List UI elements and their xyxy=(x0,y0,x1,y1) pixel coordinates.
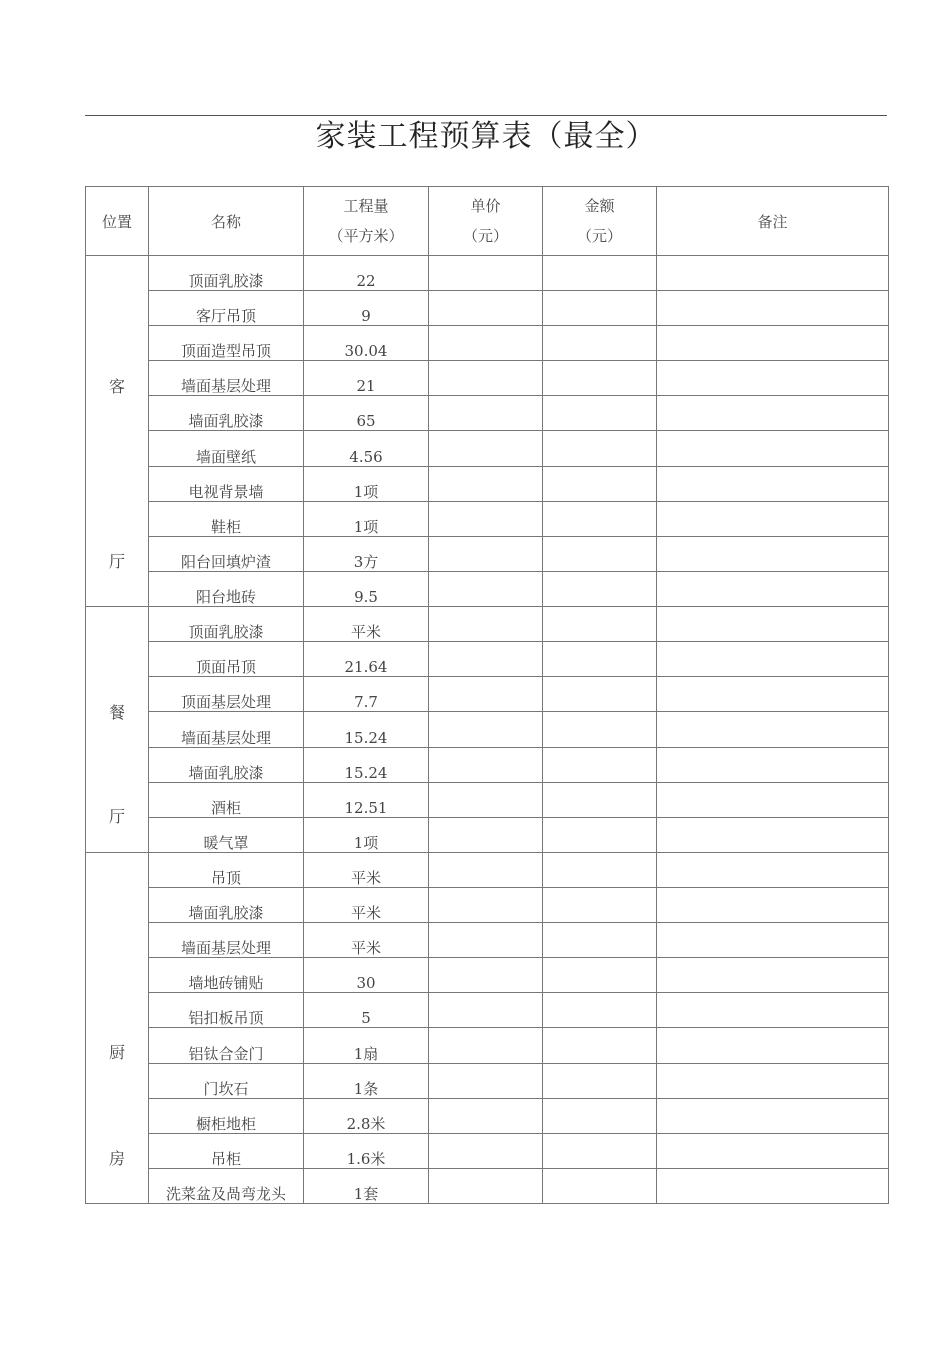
item-quantity: 22 xyxy=(356,272,376,291)
table-row xyxy=(86,361,889,396)
table-row xyxy=(86,642,889,677)
item-name-cell xyxy=(149,747,304,782)
table-row xyxy=(86,256,889,291)
item-amount-cell xyxy=(543,536,657,571)
header-amount xyxy=(543,187,657,256)
item-name-cell xyxy=(149,256,304,291)
item-amount-cell xyxy=(543,1133,657,1168)
table-body xyxy=(86,256,889,1204)
item-remark-cell xyxy=(657,747,889,782)
position-label-top: 餐 xyxy=(108,703,125,722)
item-name: 铝钛合金门 xyxy=(188,1044,264,1063)
table-row xyxy=(86,712,889,747)
item-quantity: 30 xyxy=(356,974,376,993)
position-wrap xyxy=(86,607,148,852)
item-quantity-cell xyxy=(304,607,429,642)
item-remark-cell xyxy=(657,923,889,958)
position-wrap xyxy=(86,853,148,1203)
item-name-cell xyxy=(149,817,304,852)
item-remark-cell xyxy=(657,993,889,1028)
item-name: 顶面吊顶 xyxy=(195,658,256,677)
item-name: 顶面造型吊顶 xyxy=(180,342,271,361)
item-unit-price-cell xyxy=(429,888,543,923)
item-name: 顶面基层处理 xyxy=(180,693,271,712)
item-unit-price-cell xyxy=(429,712,543,747)
table-row xyxy=(86,677,889,712)
table-row xyxy=(86,1168,889,1203)
item-name: 酒柜 xyxy=(210,798,241,817)
item-name-cell xyxy=(149,361,304,396)
item-name-cell xyxy=(149,501,304,536)
item-quantity: 21.64 xyxy=(344,658,388,677)
item-amount-cell xyxy=(543,361,657,396)
item-quantity: 9 xyxy=(361,307,371,326)
item-unit-price-cell xyxy=(429,993,543,1028)
item-unit-price-cell xyxy=(429,607,543,642)
table-row xyxy=(86,958,889,993)
item-remark-cell xyxy=(657,642,889,677)
item-amount-cell xyxy=(543,747,657,782)
item-amount-cell xyxy=(543,817,657,852)
position-label-bottom: 厅 xyxy=(108,552,125,571)
item-name: 橱柜地柜 xyxy=(195,1114,256,1133)
item-name-cell xyxy=(149,888,304,923)
table-row xyxy=(86,291,889,326)
item-name: 吊顶 xyxy=(210,869,241,888)
item-remark-cell xyxy=(657,466,889,501)
item-amount-cell xyxy=(543,923,657,958)
item-amount-cell xyxy=(543,607,657,642)
item-name: 吊柜 xyxy=(210,1149,241,1168)
header-unit-price-unit: （元） xyxy=(462,227,508,245)
item-remark-cell xyxy=(657,361,889,396)
header-amount-label: 金额 xyxy=(584,197,615,215)
item-amount-cell xyxy=(543,1063,657,1098)
item-name-cell xyxy=(149,466,304,501)
item-amount-cell xyxy=(543,642,657,677)
item-name-cell xyxy=(149,1063,304,1098)
item-amount-cell xyxy=(543,1168,657,1203)
item-name: 阳台地砖 xyxy=(195,588,256,606)
item-name: 墙地砖铺贴 xyxy=(188,974,264,993)
item-quantity: 3方 xyxy=(353,552,379,571)
item-name: 铝扣板吊顶 xyxy=(188,1009,264,1028)
item-remark-cell xyxy=(657,1028,889,1063)
item-name: 阳台回填炉渣 xyxy=(180,552,271,571)
item-unit-price-cell xyxy=(429,1133,543,1168)
item-remark-cell xyxy=(657,817,889,852)
item-name-cell xyxy=(149,712,304,747)
table-row xyxy=(86,782,889,817)
item-name-cell xyxy=(149,1028,304,1063)
item-name-cell xyxy=(149,923,304,958)
header-unit-price xyxy=(429,187,543,256)
item-quantity: 1项 xyxy=(353,834,379,852)
item-quantity: 1.6米 xyxy=(346,1149,386,1168)
item-quantity: 30.04 xyxy=(344,342,388,361)
item-unit-price-cell xyxy=(429,1168,543,1203)
table-row xyxy=(86,396,889,431)
item-amount-cell xyxy=(543,888,657,923)
item-name: 墙面基层处理 xyxy=(180,939,271,958)
item-quantity-cell xyxy=(304,256,429,291)
item-unit-price-cell xyxy=(429,747,543,782)
item-name-cell xyxy=(149,1098,304,1133)
position-cell xyxy=(86,256,149,607)
header-quantity xyxy=(304,187,429,256)
item-amount-cell xyxy=(543,712,657,747)
item-quantity-cell xyxy=(304,361,429,396)
item-amount-cell xyxy=(543,396,657,431)
item-quantity: 1扇 xyxy=(353,1044,379,1063)
item-remark-cell xyxy=(657,958,889,993)
item-quantity: 平米 xyxy=(350,869,381,888)
item-quantity-cell xyxy=(304,1168,429,1203)
item-remark-cell xyxy=(657,501,889,536)
item-quantity: 21 xyxy=(356,377,376,396)
table-row xyxy=(86,888,889,923)
item-name-cell xyxy=(149,677,304,712)
table-row xyxy=(86,853,889,888)
position-label-top: 客 xyxy=(108,377,125,396)
item-unit-price-cell xyxy=(429,326,543,361)
position-cell xyxy=(86,853,149,1204)
item-remark-cell xyxy=(657,571,889,606)
table-row xyxy=(86,1098,889,1133)
item-name: 电视背景墙 xyxy=(188,482,264,501)
table-row xyxy=(86,747,889,782)
table-row xyxy=(86,1133,889,1168)
item-quantity-cell xyxy=(304,1028,429,1063)
item-amount-cell xyxy=(543,677,657,712)
item-remark-cell xyxy=(657,712,889,747)
item-amount-cell xyxy=(543,853,657,888)
item-quantity-cell xyxy=(304,782,429,817)
header-amount-unit: （元） xyxy=(576,227,622,245)
item-quantity: 1条 xyxy=(353,1079,379,1098)
item-remark-cell xyxy=(657,888,889,923)
table-row xyxy=(86,607,889,642)
item-unit-price-cell xyxy=(429,677,543,712)
item-unit-price-cell xyxy=(429,817,543,852)
item-remark-cell xyxy=(657,536,889,571)
item-quantity: 平米 xyxy=(350,939,381,958)
item-unit-price-cell xyxy=(429,1063,543,1098)
item-name: 顶面乳胶漆 xyxy=(188,623,264,642)
item-quantity: 9.5 xyxy=(354,588,378,606)
item-amount-cell xyxy=(543,958,657,993)
item-name: 洗菜盆及咼弯龙头 xyxy=(165,1185,286,1203)
item-quantity-cell xyxy=(304,326,429,361)
item-quantity-cell xyxy=(304,466,429,501)
item-name-cell xyxy=(149,782,304,817)
table-row xyxy=(86,466,889,501)
header-quantity-unit: （平方米） xyxy=(328,227,404,245)
table-row xyxy=(86,326,889,361)
item-unit-price-cell xyxy=(429,782,543,817)
item-remark-cell xyxy=(657,256,889,291)
header-position: 位置 xyxy=(86,187,149,256)
item-quantity: 15.24 xyxy=(344,763,388,782)
item-quantity-cell xyxy=(304,1063,429,1098)
table-row xyxy=(86,993,889,1028)
item-remark-cell xyxy=(657,1063,889,1098)
item-unit-price-cell xyxy=(429,291,543,326)
table-row xyxy=(86,571,889,606)
item-amount-cell xyxy=(543,571,657,606)
item-name: 暖气罩 xyxy=(203,834,249,852)
item-quantity: 1套 xyxy=(353,1185,379,1203)
item-quantity-cell xyxy=(304,677,429,712)
item-remark-cell xyxy=(657,1098,889,1133)
item-name: 顶面乳胶漆 xyxy=(188,272,264,291)
item-amount-cell xyxy=(543,431,657,466)
item-unit-price-cell xyxy=(429,571,543,606)
item-unit-price-cell xyxy=(429,536,543,571)
table-row xyxy=(86,1063,889,1098)
item-unit-price-cell xyxy=(429,396,543,431)
item-remark-cell xyxy=(657,853,889,888)
item-amount-cell xyxy=(543,1028,657,1063)
item-quantity-cell xyxy=(304,571,429,606)
item-name-cell xyxy=(149,607,304,642)
item-quantity: 1项 xyxy=(353,482,379,501)
item-unit-price-cell xyxy=(429,1028,543,1063)
header-quantity-label: 工程量 xyxy=(343,197,389,215)
item-remark-cell xyxy=(657,782,889,817)
item-quantity: 平米 xyxy=(350,904,381,923)
item-quantity-cell xyxy=(304,853,429,888)
item-quantity-cell xyxy=(304,712,429,747)
position-label-bottom: 厅 xyxy=(108,807,125,826)
position-cell xyxy=(86,607,149,853)
position-label-top: 厨 xyxy=(108,1043,125,1062)
item-name: 墙面乳胶漆 xyxy=(188,763,264,782)
item-quantity: 7.7 xyxy=(354,693,378,712)
item-quantity-cell xyxy=(304,1098,429,1133)
item-amount-cell xyxy=(543,326,657,361)
header-name: 名称 xyxy=(149,187,304,256)
item-remark-cell xyxy=(657,326,889,361)
item-remark-cell xyxy=(657,396,889,431)
item-name-cell xyxy=(149,396,304,431)
header-unit-price-label: 单价 xyxy=(470,197,501,215)
item-quantity-cell xyxy=(304,1133,429,1168)
item-quantity: 1项 xyxy=(353,517,379,536)
item-remark-cell xyxy=(657,677,889,712)
item-name-cell xyxy=(149,571,304,606)
item-name: 墙面壁纸 xyxy=(195,447,256,466)
item-name: 墙面乳胶漆 xyxy=(188,904,264,923)
item-name-cell xyxy=(149,993,304,1028)
item-quantity-cell xyxy=(304,642,429,677)
page-title: 家装工程预算表（最全） xyxy=(315,119,657,154)
item-amount-cell xyxy=(543,501,657,536)
item-name: 墙面基层处理 xyxy=(180,728,271,747)
item-quantity: 2.8米 xyxy=(346,1114,386,1133)
item-amount-cell xyxy=(543,256,657,291)
item-remark-cell xyxy=(657,291,889,326)
item-quantity-cell xyxy=(304,888,429,923)
item-amount-cell xyxy=(543,291,657,326)
item-quantity: 15.24 xyxy=(344,728,388,747)
item-unit-price-cell xyxy=(429,466,543,501)
item-quantity: 65 xyxy=(356,412,376,431)
item-unit-price-cell xyxy=(429,853,543,888)
item-name-cell xyxy=(149,291,304,326)
item-quantity: 4.56 xyxy=(349,447,383,466)
item-quantity-cell xyxy=(304,958,429,993)
table-row xyxy=(86,431,889,466)
item-quantity-cell xyxy=(304,993,429,1028)
item-name-cell xyxy=(149,536,304,571)
item-quantity: 平米 xyxy=(350,623,381,642)
item-name-cell xyxy=(149,326,304,361)
table-row xyxy=(86,536,889,571)
item-quantity-cell xyxy=(304,923,429,958)
item-quantity-cell xyxy=(304,431,429,466)
item-remark-cell xyxy=(657,607,889,642)
item-unit-price-cell xyxy=(429,923,543,958)
item-unit-price-cell xyxy=(429,958,543,993)
item-quantity-cell xyxy=(304,536,429,571)
budget-table xyxy=(85,186,889,1204)
item-unit-price-cell xyxy=(429,361,543,396)
item-quantity-cell xyxy=(304,396,429,431)
header-row xyxy=(86,187,889,256)
item-unit-price-cell xyxy=(429,1098,543,1133)
item-remark-cell xyxy=(657,431,889,466)
item-quantity: 5 xyxy=(361,1009,371,1028)
position-label-bottom: 房 xyxy=(108,1149,125,1168)
item-remark-cell xyxy=(657,1168,889,1203)
item-quantity-cell xyxy=(304,747,429,782)
item-unit-price-cell xyxy=(429,431,543,466)
item-name: 鞋柜 xyxy=(210,517,241,536)
item-name: 墙面基层处理 xyxy=(180,377,271,396)
item-quantity-cell xyxy=(304,501,429,536)
item-quantity-cell xyxy=(304,817,429,852)
table-row xyxy=(86,923,889,958)
item-amount-cell xyxy=(543,993,657,1028)
item-name: 客厅吊顶 xyxy=(195,307,256,326)
item-name: 墙面乳胶漆 xyxy=(188,412,264,431)
item-amount-cell xyxy=(543,466,657,501)
item-unit-price-cell xyxy=(429,501,543,536)
item-unit-price-cell xyxy=(429,256,543,291)
table-row xyxy=(86,501,889,536)
item-name-cell xyxy=(149,1168,304,1203)
item-amount-cell xyxy=(543,782,657,817)
item-quantity: 12.51 xyxy=(344,798,388,817)
item-name-cell xyxy=(149,431,304,466)
position-wrap xyxy=(86,256,148,606)
item-amount-cell xyxy=(543,1098,657,1133)
table-row xyxy=(86,817,889,852)
item-name-cell xyxy=(149,958,304,993)
item-name-cell xyxy=(149,642,304,677)
item-name: 门坎石 xyxy=(203,1079,249,1098)
table-row xyxy=(86,1028,889,1063)
item-quantity-cell xyxy=(304,291,429,326)
item-name-cell xyxy=(149,853,304,888)
item-unit-price-cell xyxy=(429,642,543,677)
item-name-cell xyxy=(149,1133,304,1168)
header-remark: 备注 xyxy=(657,187,889,256)
item-remark-cell xyxy=(657,1133,889,1168)
